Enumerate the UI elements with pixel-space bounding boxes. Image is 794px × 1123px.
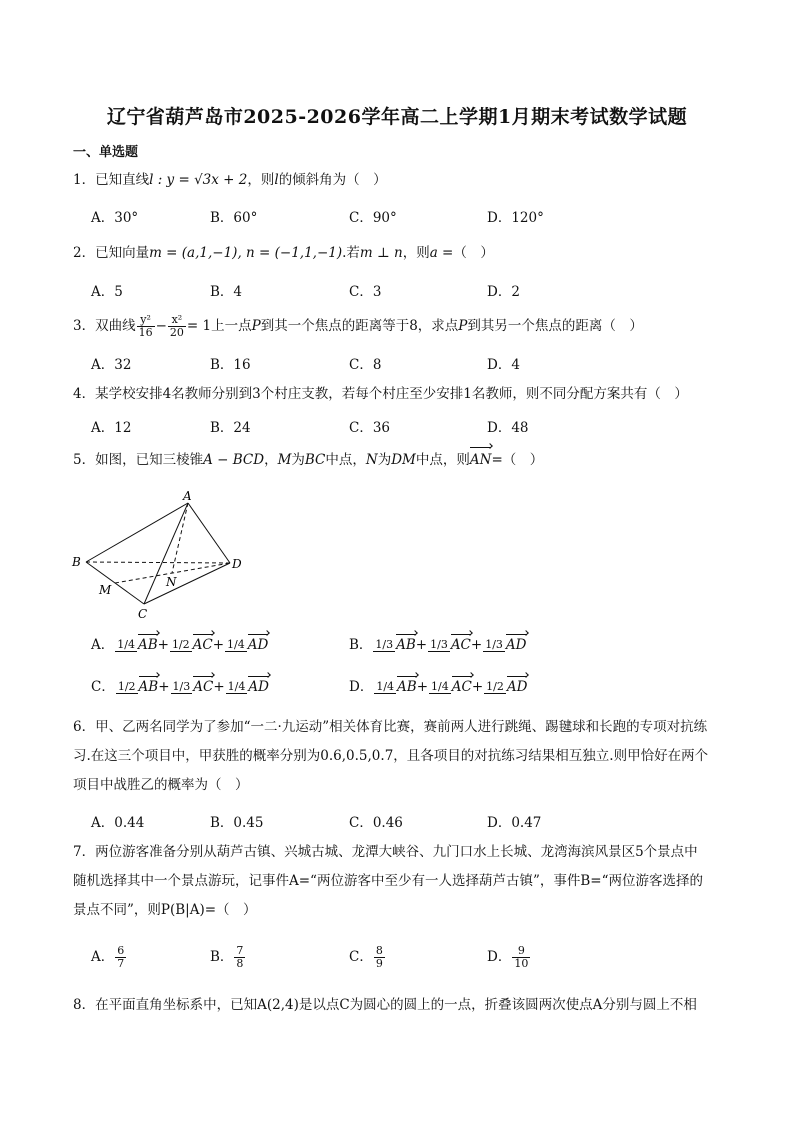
q5-opt-b-letter: B． bbox=[349, 637, 373, 653]
label-c: C bbox=[138, 607, 148, 621]
coef: 1/3 bbox=[485, 638, 503, 651]
q2-condition: m ⊥ n bbox=[359, 245, 403, 261]
q2-stem-c: ，则 bbox=[402, 245, 430, 261]
q3-point: P bbox=[251, 318, 261, 334]
q6-option-a[interactable]: A．0.44 bbox=[91, 815, 145, 831]
q5-option-d[interactable]: D． 1/4 AB+ 1/4 AC+ 1/2 AD bbox=[349, 679, 528, 695]
tetrahedron-diagram bbox=[70, 488, 250, 623]
edge-ab bbox=[86, 503, 188, 562]
coef: 1/4 bbox=[431, 680, 449, 693]
label-m: M bbox=[99, 583, 112, 597]
q5-m: M bbox=[277, 452, 292, 468]
q8-line-1: 8．在平面直角坐标系中，已知A(2,4)是以点C为圆心的圆上的一点，折叠该圆两次使点A分别与圆上不相 bbox=[73, 997, 697, 1013]
question-1 bbox=[73, 170, 387, 190]
q3-frac1-den: 16 bbox=[138, 326, 153, 339]
q7-line-2: 随机选择其中一个景点游玩，记事件A=“两位游客中至少有一人选择葫芦古镇”，事件B=“两位游客选择的 bbox=[73, 873, 703, 889]
q2-option-b[interactable]: B．4 bbox=[210, 284, 243, 300]
question-5 bbox=[73, 450, 543, 470]
q7-option-b[interactable] bbox=[210, 945, 246, 970]
q7-option-a[interactable] bbox=[91, 945, 127, 970]
q5-stem-b: ， bbox=[264, 452, 278, 468]
q3-stem-b: 上一点 bbox=[211, 318, 252, 334]
question-7 bbox=[73, 838, 723, 925]
q3-eq-tail: = 1 bbox=[186, 318, 212, 334]
label-a: A bbox=[183, 489, 192, 503]
q3-stem-d: 到其另一个焦点的距离（ ） bbox=[467, 318, 643, 334]
coef: 1/2 bbox=[486, 680, 504, 693]
vec-ab: AB bbox=[137, 637, 158, 653]
q5-stem: 5．如图，已知三棱锥 bbox=[73, 452, 204, 468]
q7-line-1: 7．两位游客准备分别从葫芦古镇、兴城古城、龙潭大峡谷、九门口水上长城、龙湾海滨风景区5个景点中 bbox=[73, 844, 698, 860]
q1-stem-b: ，则 bbox=[247, 172, 275, 188]
q1-option-a[interactable]: A．30° bbox=[91, 210, 139, 226]
vec-ab: AB bbox=[138, 679, 159, 695]
coef: 1/4 bbox=[117, 638, 135, 651]
q5-opt-a-letter: A． bbox=[91, 637, 115, 653]
vec-ab: AB bbox=[396, 637, 416, 653]
q6-line-1: 6．甲、乙两名同学为了参加“一二·九运动”相关体育比赛，赛前两人进行跳绳、踢毽球和长跑的专项对抗练 bbox=[73, 719, 708, 735]
vec-ad: AD bbox=[247, 637, 269, 653]
q3-stem: 3．双曲线 bbox=[73, 318, 136, 334]
vec-ad: AD bbox=[248, 679, 269, 695]
edge-bd bbox=[86, 562, 230, 563]
q2-stem-d: （ ） bbox=[453, 245, 494, 261]
label-n: N bbox=[166, 575, 177, 589]
den: 7 bbox=[117, 957, 125, 970]
label-b: B bbox=[72, 555, 81, 569]
q3-frac2-num: x² bbox=[168, 314, 186, 327]
q2-var: a = bbox=[429, 245, 454, 261]
vec-ac: AC bbox=[450, 637, 471, 653]
q1-option-b[interactable]: B．60° bbox=[210, 210, 258, 226]
q2-option-a[interactable]: A．5 bbox=[91, 284, 123, 300]
question-6 bbox=[73, 713, 723, 800]
q2-stem: 2．已知向量 bbox=[73, 245, 150, 261]
q7-line-3: 景点不同”，则P(B|A)=（ ） bbox=[73, 902, 257, 918]
q3-stem-c: 到其一个焦点的距离等于8，求点 bbox=[260, 318, 459, 334]
q7-opt-a-letter: A． bbox=[91, 949, 115, 965]
q1-option-c[interactable]: C．90° bbox=[349, 210, 397, 226]
den: 10 bbox=[514, 957, 529, 970]
q3-option-a[interactable]: A．32 bbox=[91, 357, 132, 373]
q5-stem-e: 为 bbox=[377, 452, 392, 468]
coef: 1/2 bbox=[171, 638, 190, 651]
q3-options bbox=[91, 353, 711, 373]
q7-option-d[interactable] bbox=[487, 945, 531, 970]
q3-frac2-den: 20 bbox=[169, 326, 184, 339]
section-heading: 一、单选题 bbox=[73, 145, 139, 160]
q7-opt-c-letter: C． bbox=[349, 949, 373, 965]
num: 7 bbox=[236, 944, 244, 957]
coef: 1/3 bbox=[375, 638, 394, 651]
question-4: 4．某学校安排4名教师分别到3个村庄支教，若每个村庄至少安排1名教师，则不同分配方案共有（ ） bbox=[73, 386, 688, 402]
q3-frac-1 bbox=[137, 314, 155, 339]
vec-ad: AD bbox=[505, 637, 527, 653]
q7-option-c[interactable] bbox=[349, 945, 386, 970]
q3-option-c[interactable]: C．8 bbox=[349, 357, 382, 373]
q4-option-d[interactable]: D．48 bbox=[487, 420, 529, 436]
q5-opt-c-letter: C． bbox=[91, 679, 115, 695]
q7-opt-d-letter: D． bbox=[487, 949, 512, 965]
coef: 1/2 bbox=[117, 680, 136, 693]
question-2 bbox=[73, 243, 494, 263]
coef: 1/3 bbox=[172, 680, 191, 693]
num: 9 bbox=[512, 945, 530, 958]
vec-ac: AC bbox=[192, 637, 213, 653]
q1-options bbox=[91, 206, 711, 226]
q3-point-2: P bbox=[458, 318, 468, 334]
num: 8 bbox=[375, 944, 383, 957]
q5-tetrahedron: A − BCD bbox=[203, 452, 265, 468]
q6-line-2: 习.在这三个项目中，甲获胜的概率分别为0.6,0.5,0.7，且各项目的对抗练习结果相互独立.则甲恰好在两个 bbox=[73, 748, 709, 764]
coef: 1/4 bbox=[227, 638, 245, 651]
vec-ad: AD bbox=[506, 679, 528, 695]
q4-option-a[interactable]: A．12 bbox=[91, 420, 132, 436]
q1-option-d[interactable]: D．120° bbox=[487, 210, 544, 226]
q5-vector-an: AN bbox=[469, 452, 492, 468]
q6-options bbox=[91, 811, 711, 831]
num: 6 bbox=[117, 944, 125, 957]
q7-opt-b-letter: B． bbox=[210, 949, 234, 965]
question-8 bbox=[73, 991, 723, 1020]
q1-stem-c: 的倾斜角为（ ） bbox=[278, 172, 387, 188]
q6-line-3: 项目中战胜乙的概率为（ ） bbox=[73, 777, 249, 793]
page-title: 辽宁省葫芦岛市2025-2026学年高二上学期1月期末考试数学试题 bbox=[106, 106, 688, 128]
q3-frac1-num: y² bbox=[137, 314, 155, 327]
q5-opt-d-letter: D． bbox=[349, 679, 374, 695]
q1-equation: l : y = √3x + 2 bbox=[149, 172, 248, 188]
q1-stem: 1．已知直线 bbox=[73, 172, 150, 188]
question-3: 3．双曲线 $\frac{\text{y²}}{16}$ − $\frac{\text{x²}}{20}$ = 1上一点P到其一个焦点的距离等于8，求点P到其另一个焦点的距离（ ） bbox=[73, 313, 643, 339]
label-d: D bbox=[232, 557, 242, 571]
q5-option-a[interactable]: A． 1/4 AB+ 1/2 AC+ 1/4 AD bbox=[91, 637, 269, 653]
den: 8 bbox=[236, 957, 244, 970]
q5-option-c[interactable]: C． 1/2 AB+ 1/3 AC+ 1/4 AD bbox=[91, 679, 269, 695]
vec-ac: AC bbox=[451, 679, 472, 695]
q6-option-d[interactable]: D．0.47 bbox=[487, 815, 542, 831]
q5-bc: BC bbox=[304, 452, 326, 468]
q1-var: l bbox=[274, 172, 279, 188]
q6-option-c[interactable]: C．0.46 bbox=[349, 815, 403, 831]
q5-option-b[interactable]: B． 1/3 AB+ 1/3 AC+ 1/3 AD bbox=[349, 637, 527, 653]
q2-option-d[interactable]: D．2 bbox=[487, 284, 520, 300]
q4-options bbox=[91, 416, 711, 436]
coef: 1/4 bbox=[227, 680, 246, 693]
q2-stem-b: .若 bbox=[342, 245, 360, 261]
q2-option-c[interactable]: C．3 bbox=[349, 284, 382, 300]
vec-ac: AC bbox=[193, 679, 214, 695]
q4-option-b[interactable]: B．24 bbox=[210, 420, 251, 436]
edge-cd bbox=[144, 563, 230, 604]
q3-frac-2 bbox=[168, 314, 186, 339]
q7-options bbox=[91, 945, 711, 979]
q5-stem-c: 为 bbox=[291, 452, 305, 468]
q3-option-d[interactable]: D．4 bbox=[487, 357, 520, 373]
q5-stem-f: 中点，则 bbox=[415, 452, 470, 468]
vec-ab: AB bbox=[397, 679, 417, 695]
coef: 1/4 bbox=[376, 680, 395, 693]
q6-option-b[interactable]: B．0.45 bbox=[210, 815, 264, 831]
edge-ad bbox=[188, 503, 230, 563]
q5-stem-d: 中点， bbox=[325, 452, 366, 468]
q2-options bbox=[91, 280, 711, 300]
q2-equation: m = (a,1,−1), n = (−1,1,−1) bbox=[149, 245, 343, 261]
q5-stem-g: =（ ） bbox=[491, 452, 544, 468]
coef: 1/3 bbox=[430, 638, 448, 651]
q5-dm: DM bbox=[391, 452, 416, 468]
q3-option-b[interactable]: B．16 bbox=[210, 357, 251, 373]
q4-option-c[interactable]: C．36 bbox=[349, 420, 391, 436]
den: 9 bbox=[375, 957, 383, 970]
q5-n: N bbox=[365, 452, 378, 468]
